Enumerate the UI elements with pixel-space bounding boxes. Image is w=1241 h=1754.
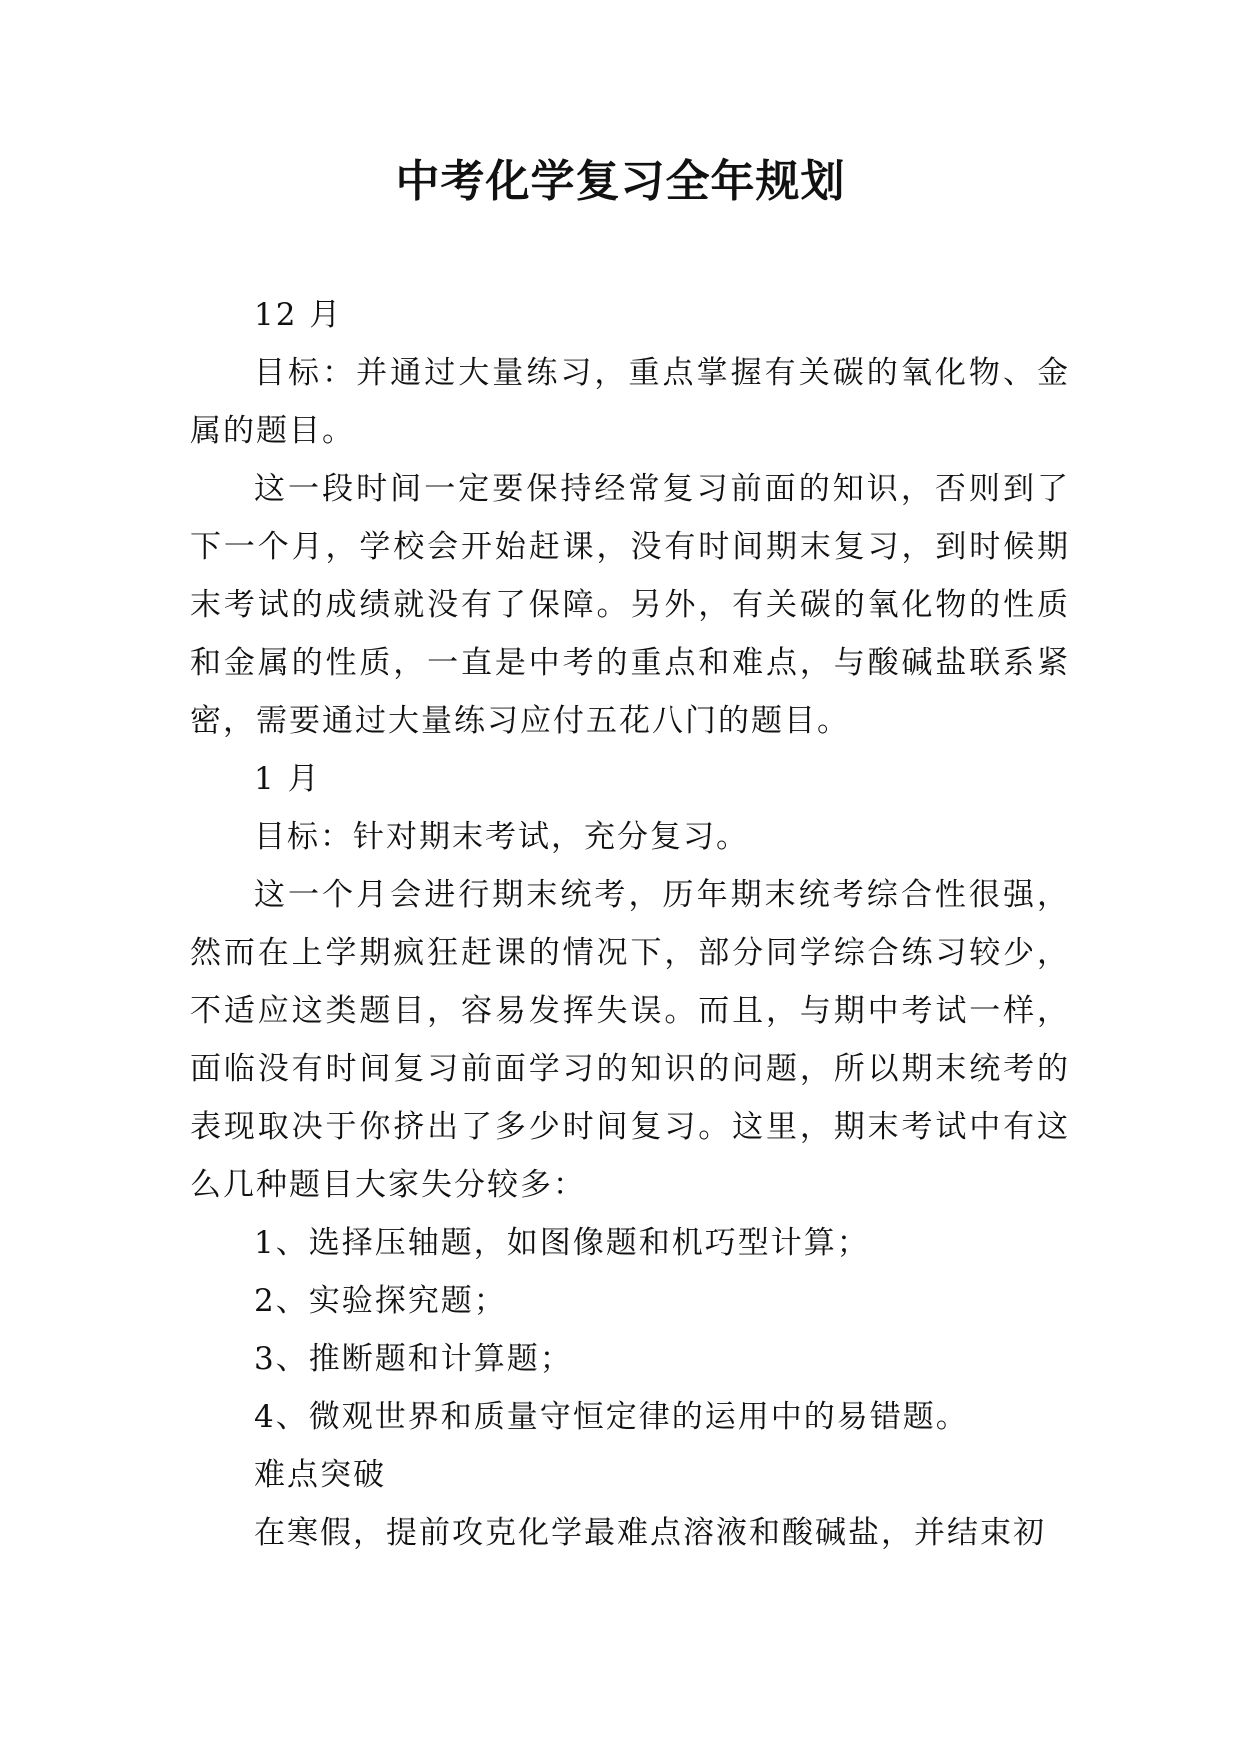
- list-item-2: 2、实验探究题；: [254, 1283, 507, 1319]
- paragraph-month-december: 12 月: [254, 297, 343, 333]
- list-item-1: 1、选择压轴题，如图像题和机巧型计算；: [254, 1225, 870, 1261]
- paragraph-winter-break: 在寒假，提前攻克化学最难点溶液和酸碱盐，并结束初: [254, 1515, 1046, 1551]
- document-title: 中考化学复习全年规划: [395, 156, 846, 207]
- list-item-4: 4、微观世界和质量守恒定律的运用中的易错题。: [254, 1399, 969, 1435]
- paragraph-december-detail: 这一段时间一定要保持经常复习前面的知识，否则到了下一个月，学校会开始赶课，没有时间期末复习，到时候期末考试的成绩就没有了保障。另外，有关碳的氧化物的性质和金属的性质，一直是中考的重点和难点，与酸碱盐联系紧密，需要通过大量练习应付五花八门的题目。: [190, 471, 1070, 739]
- section-heading-difficulty: 难点突破: [254, 1457, 386, 1493]
- document-body: [190, 286, 1070, 1562]
- list-item-3: 3、推断题和计算题；: [254, 1341, 573, 1377]
- paragraph-month-january: 1 月: [254, 761, 321, 797]
- paragraph-january-detail: 这一个月会进行期末统考，历年期末统考综合性很强，然而在上学期疯狂赶课的情况下，部分同学综合练习较少，不适应这类题目，容易发挥失误。而且，与期中考试一样，面临没有时间复习前面学习的知识的问题，所以期末统考的表现取决于你挤出了多少时间复习。这里，期末考试中有这么几种题目大家失分较多：: [190, 877, 1070, 1203]
- paragraph-january-goal: 目标：针对期末考试，充分复习。: [254, 819, 749, 855]
- paragraph-december-goal: 目标：并通过大量练习，重点掌握有关碳的氧化物、金属的题目。: [190, 355, 1070, 449]
